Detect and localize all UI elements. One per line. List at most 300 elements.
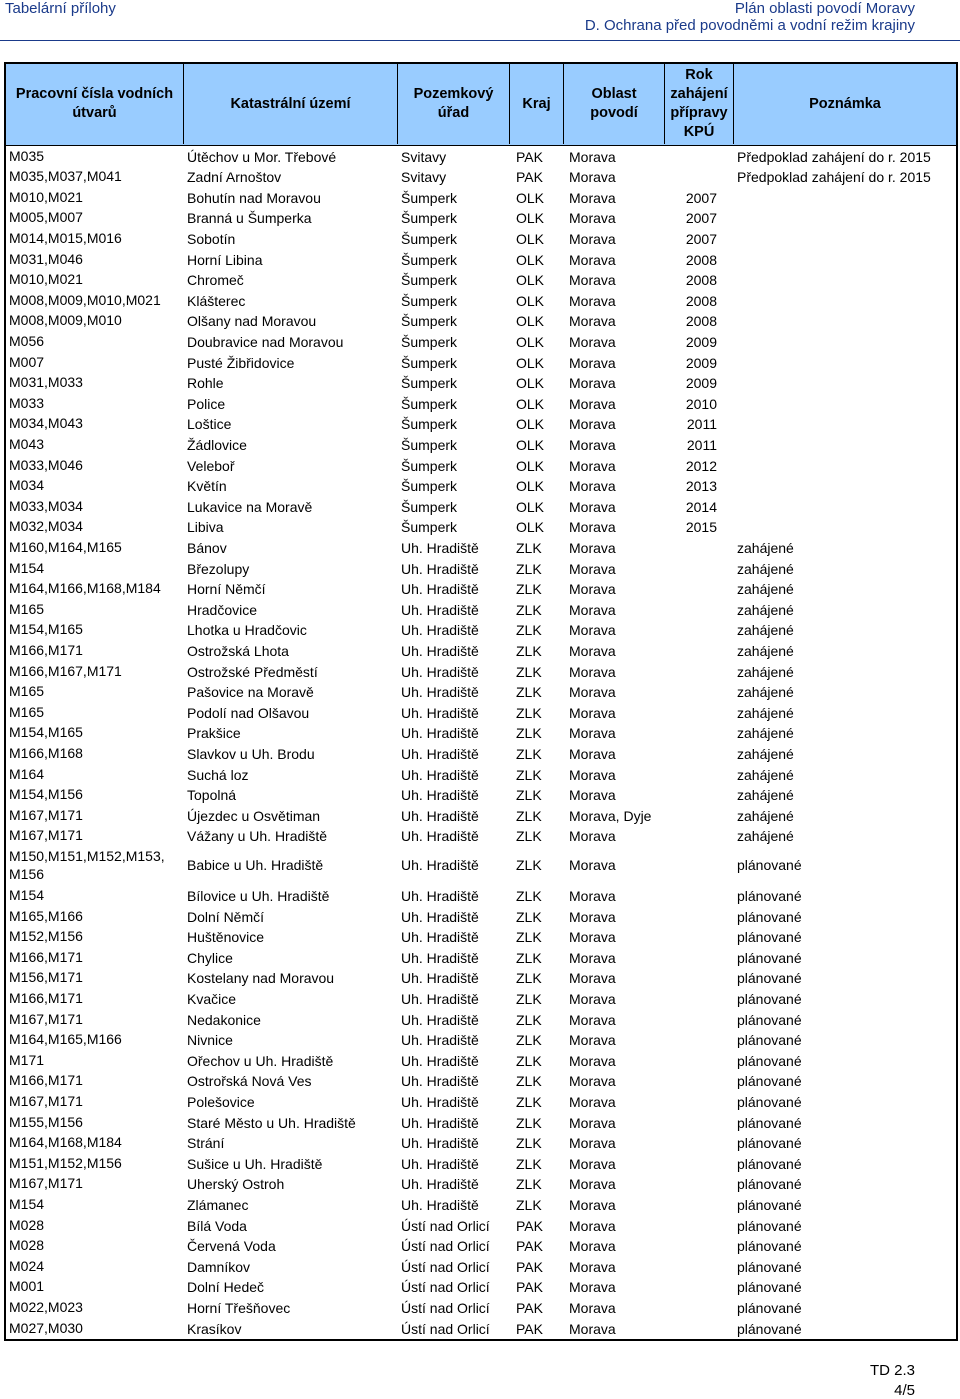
cell-cadastral: Podolí nad Olšavou: [187, 704, 310, 721]
cell-land-office: Uh. Hradiště: [401, 990, 479, 1007]
cell-land-office: Uh. Hradiště: [401, 828, 479, 845]
table-row: [6, 352, 956, 373]
cell-water-bodies: M155,M156: [9, 1113, 83, 1130]
cell-cadastral: Veleboř: [187, 457, 235, 474]
cell-year: [679, 743, 717, 764]
cell-basin: Morava: [569, 1114, 616, 1131]
cell-basin: Morava: [569, 908, 616, 925]
cell-cadastral: Újezdec u Osvětiman: [187, 807, 321, 824]
cell-water-bodies: M160,M164,M165: [9, 538, 122, 555]
cell-basin: Morava: [569, 1279, 616, 1296]
cell-water-bodies: M035,M037,M041: [9, 168, 122, 185]
cell-cadastral: Pusté Žibřidovice: [187, 354, 295, 371]
table-row: [6, 1277, 956, 1298]
cell-basin: Morava: [569, 1032, 616, 1049]
cell-cadastral: Bílá Voda: [187, 1217, 247, 1234]
cell-year: [679, 906, 717, 927]
cell-note: zahájené: [737, 581, 794, 598]
cell-region: OLK: [516, 313, 545, 330]
cell-note: zahájené: [737, 766, 794, 783]
cell-note: plánované: [737, 908, 802, 925]
cell-year: [679, 682, 717, 703]
cell-cadastral: Branná u Šumperka: [187, 210, 312, 227]
table-row: [6, 723, 956, 744]
cell-basin: Morava: [569, 251, 616, 268]
table-row: [6, 290, 956, 311]
cell-land-office: Šumperk: [401, 519, 458, 536]
cell-cadastral: Zlámanec: [187, 1196, 249, 1213]
cell-region: ZLK: [516, 949, 542, 966]
col-header-region: Kraj: [522, 95, 551, 112]
cell-cadastral: Kvačice: [187, 990, 237, 1007]
cell-land-office: Uh. Hradiště: [401, 539, 479, 556]
cell-basin: Morava: [569, 1135, 616, 1152]
cell-cadastral: Damníkov: [187, 1258, 251, 1275]
cell-water-bodies: M033,M034: [9, 497, 83, 514]
table-row: [6, 1215, 956, 1236]
table-row: [6, 620, 956, 641]
cell-cadastral: Bohutín nad Moravou: [187, 189, 321, 206]
cell-note: zahájené: [737, 745, 794, 762]
table-row: [6, 373, 956, 394]
cell-year: [679, 1091, 717, 1112]
cell-region: OLK: [516, 251, 545, 268]
cell-cadastral: Babice u Uh. Hradiště: [187, 856, 324, 873]
col-header-water-bodies: Pracovní čísla vodních útvarů: [15, 86, 174, 121]
cell-cadastral: Sobotín: [187, 230, 236, 247]
cell-year: [679, 1030, 717, 1051]
table-row: [6, 167, 956, 188]
cell-note: plánované: [737, 1032, 802, 1049]
cell-land-office: Šumperk: [401, 230, 458, 247]
cell-note: plánované: [737, 1299, 802, 1316]
cell-cadastral: Doubravice nad Moravou: [187, 333, 344, 350]
table-row: [6, 414, 956, 435]
cell-region: OLK: [516, 230, 545, 247]
cell-cadastral: Zadní Arnoštov: [187, 169, 282, 186]
cell-region: ZLK: [516, 908, 542, 925]
cell-water-bodies: M154,M156: [9, 786, 83, 803]
cell-cadastral: Chromeč: [187, 272, 244, 289]
cell-land-office: Uh. Hradiště: [401, 663, 479, 680]
cell-basin: Morava: [569, 1238, 616, 1255]
cell-basin: Morava: [569, 560, 616, 577]
cell-region: ZLK: [516, 1155, 542, 1172]
cell-basin: Morava: [569, 1011, 616, 1028]
cell-region: OLK: [516, 292, 545, 309]
cell-year: 2012: [685, 457, 717, 474]
header-left-title: Tabelární přílohy: [5, 0, 116, 17]
cell-basin: Morava: [569, 1217, 616, 1234]
table-row: [6, 885, 956, 906]
cell-year: [679, 599, 717, 620]
cell-year: 2011: [686, 416, 717, 433]
cell-note: Předpoklad zahájení do r. 2015: [737, 169, 931, 186]
cell-water-bodies: M027,M030: [9, 1319, 83, 1336]
cell-water-bodies: M028: [9, 1237, 45, 1254]
cell-land-office: Uh. Hradiště: [401, 745, 479, 762]
cell-basin: Morava: [569, 1196, 616, 1213]
cell-land-office: Uh. Hradiště: [401, 560, 479, 577]
cell-year: 2014: [685, 498, 717, 515]
cell-year: [679, 1215, 717, 1236]
cell-cadastral: Útěchov u Mor. Třebové: [187, 148, 337, 165]
cell-basin: Morava: [569, 990, 616, 1007]
cell-note: plánované: [737, 1217, 802, 1234]
table-row: [6, 1071, 956, 1092]
cell-cadastral: Suchá loz: [187, 766, 249, 783]
cell-basin: Morava: [569, 725, 616, 742]
cell-year: 2009: [685, 354, 717, 371]
cell-basin: Morava: [569, 395, 616, 412]
cell-year: [679, 1256, 717, 1277]
cell-water-bodies: M167,M171: [9, 1092, 83, 1109]
cell-cadastral: Rohle: [187, 375, 224, 392]
cell-region: OLK: [516, 375, 545, 392]
table-row: [6, 331, 956, 352]
cell-water-bodies: M164,M166,M168,M184: [9, 580, 161, 597]
cell-water-bodies: M165,M166: [9, 907, 83, 924]
cell-water-bodies: M151,M152,M156: [9, 1154, 122, 1171]
table-row: [6, 743, 956, 764]
table-row: [6, 846, 956, 885]
table-row: [6, 537, 956, 558]
cell-note: plánované: [737, 929, 802, 946]
table-row: [6, 1318, 956, 1339]
table-row: [6, 558, 956, 579]
footer-code: TD 2.3: [869, 1362, 915, 1379]
cell-year: [679, 988, 717, 1009]
cell-note: Předpoklad zahájení do r. 2015: [737, 148, 931, 165]
cell-land-office: Uh. Hradiště: [401, 970, 479, 987]
table-row: [6, 947, 956, 968]
table-row: [6, 927, 956, 948]
cell-basin: Morava: [569, 416, 616, 433]
table-row: [6, 661, 956, 682]
cell-region: ZLK: [516, 828, 542, 845]
cell-land-office: Uh. Hradiště: [401, 1135, 479, 1152]
cell-basin: Morava: [569, 230, 616, 247]
cell-year: 2008: [685, 272, 717, 289]
cell-cadastral: Březolupy: [187, 560, 250, 577]
cell-year: 2015: [685, 519, 717, 536]
cell-basin: Morava: [569, 478, 616, 495]
cell-year: [679, 1009, 717, 1030]
table-row: [6, 1256, 956, 1277]
cell-land-office: Uh. Hradiště: [401, 704, 479, 721]
cell-year: [679, 1277, 717, 1298]
cell-water-bodies: M164: [9, 765, 45, 782]
cell-water-bodies: M166,M171: [9, 948, 83, 965]
cell-land-office: Šumperk: [401, 498, 458, 515]
cell-cadastral: Bánov: [187, 539, 227, 556]
cell-land-office: Uh. Hradiště: [401, 581, 479, 598]
table-row: [6, 579, 956, 600]
cell-year: [679, 947, 717, 968]
table-row: [6, 1153, 956, 1174]
cell-land-office: Uh. Hradiště: [401, 725, 479, 742]
cell-land-office: Svitavy: [401, 169, 447, 186]
cell-region: ZLK: [516, 725, 542, 742]
cell-year: [679, 579, 717, 600]
cell-region: OLK: [516, 333, 545, 350]
cell-cadastral: Krasíkov: [187, 1320, 242, 1337]
cell-land-office: Uh. Hradiště: [401, 908, 479, 925]
cell-water-bodies: M033,M046: [9, 456, 83, 473]
cell-cadastral: Lhotka u Hradčovic: [187, 622, 307, 639]
cell-note: plánované: [737, 1196, 802, 1213]
cell-region: ZLK: [516, 1196, 542, 1213]
cell-note: plánované: [737, 1011, 802, 1028]
cell-water-bodies: M165: [9, 683, 45, 700]
cell-land-office: Uh. Hradiště: [401, 787, 479, 804]
cell-year: [679, 885, 717, 906]
cell-region: ZLK: [516, 1114, 542, 1131]
col-header-basin: Oblast povodí: [590, 86, 638, 121]
cell-year: [679, 805, 717, 826]
cell-water-bodies: M154,M165: [9, 724, 83, 741]
cell-note: plánované: [737, 1114, 802, 1131]
cell-land-office: Šumperk: [401, 457, 458, 474]
cell-basin: Morava: [569, 929, 616, 946]
table-row: [6, 517, 956, 538]
table-row: [6, 1194, 956, 1215]
cell-note: plánované: [737, 1258, 802, 1275]
cell-note: zahájené: [737, 601, 794, 618]
cell-cadastral: Polešovice: [187, 1093, 255, 1110]
cell-water-bodies: M033: [9, 394, 45, 411]
cell-land-office: Šumperk: [401, 416, 458, 433]
cell-region: ZLK: [516, 856, 542, 873]
cell-basin: Morava: [569, 313, 616, 330]
cell-note: plánované: [737, 1279, 802, 1296]
table-row: [6, 599, 956, 620]
cell-year: 2009: [685, 375, 717, 392]
cell-region: OLK: [516, 457, 545, 474]
cell-region: PAK: [516, 1238, 543, 1255]
cell-year: 2010: [685, 395, 717, 412]
table-row: [6, 228, 956, 249]
cell-cadastral: Chylice: [187, 949, 233, 966]
cell-region: ZLK: [516, 1052, 542, 1069]
cell-year: [679, 1194, 717, 1215]
table-row: [6, 702, 956, 723]
cell-cadastral: Loštice: [187, 416, 232, 433]
header-section-title: D. Ochrana před povodněmi a vodní režim krajiny: [584, 17, 915, 34]
cell-year: [679, 1318, 717, 1339]
cell-basin: Morava: [569, 828, 616, 845]
cell-note: plánované: [737, 970, 802, 987]
table-row: [6, 1236, 956, 1257]
table-row: [6, 270, 956, 291]
cell-land-office: Šumperk: [401, 313, 458, 330]
cell-region: ZLK: [516, 1032, 542, 1049]
cell-note: zahájené: [737, 642, 794, 659]
cell-water-bodies: M166,M171: [9, 641, 83, 658]
cell-year: [679, 702, 717, 723]
cell-cadastral: Sušice u Uh. Hradiště: [187, 1155, 323, 1172]
cell-basin: Morava: [569, 745, 616, 762]
cell-region: ZLK: [516, 970, 542, 987]
cell-note: zahájené: [737, 539, 794, 556]
cell-year: [679, 785, 717, 806]
cell-note: plánované: [737, 1238, 802, 1255]
cell-land-office: Uh. Hradiště: [401, 1032, 479, 1049]
cell-land-office: Ústí nad Orlicí: [401, 1238, 490, 1255]
cell-land-office: Šumperk: [401, 333, 458, 350]
table-row: [6, 682, 956, 703]
cell-cadastral: Žádlovice: [187, 436, 247, 453]
cell-land-office: Uh. Hradiště: [401, 1196, 479, 1213]
cell-land-office: Uh. Hradiště: [401, 1093, 479, 1110]
kpu-table: [4, 62, 958, 1341]
cell-year: [679, 620, 717, 641]
cell-cadastral: Nivnice: [187, 1032, 233, 1049]
cell-basin: Morava: [569, 1320, 616, 1337]
cell-water-bodies: M167,M171: [9, 806, 83, 823]
cell-region: ZLK: [516, 1093, 542, 1110]
cell-cadastral: Lukavice na Moravě: [187, 498, 313, 515]
cell-basin: Morava: [569, 189, 616, 206]
cell-year: 2009: [685, 333, 717, 350]
cell-land-office: Šumperk: [401, 395, 458, 412]
cell-basin: Morava: [569, 333, 616, 350]
cell-note: plánované: [737, 1135, 802, 1152]
table-row: [6, 393, 956, 414]
cell-basin: Morava: [569, 856, 616, 873]
cell-water-bodies: M166,M168: [9, 744, 83, 761]
col-header-note: Poznámka: [809, 95, 881, 112]
cell-year: [679, 558, 717, 579]
cell-land-office: Uh. Hradiště: [401, 684, 479, 701]
cell-basin: Morava: [569, 642, 616, 659]
table-row: [6, 1297, 956, 1318]
cell-year: [679, 146, 717, 167]
cell-region: ZLK: [516, 1135, 542, 1152]
cell-land-office: Svitavy: [401, 148, 447, 165]
cell-land-office: Šumperk: [401, 375, 458, 392]
cell-region: ZLK: [516, 642, 542, 659]
col-header-cadastral: Katastrální území: [230, 95, 351, 112]
cell-basin: Morava: [569, 539, 616, 556]
cell-cadastral: Police: [187, 395, 226, 412]
cell-land-office: Uh. Hradiště: [401, 1052, 479, 1069]
cell-region: OLK: [516, 354, 545, 371]
cell-land-office: Šumperk: [401, 292, 458, 309]
cell-region: ZLK: [516, 622, 542, 639]
cell-basin: Morava: [569, 148, 616, 165]
table-row: [6, 1009, 956, 1030]
cell-cadastral: Slavkov u Uh. Brodu: [187, 745, 315, 762]
cell-water-bodies: M034,M043: [9, 415, 83, 432]
cell-land-office: Uh. Hradiště: [401, 807, 479, 824]
cell-year: [679, 1050, 717, 1071]
cell-year: 2011: [686, 436, 717, 453]
table-row: [6, 146, 956, 167]
table-row: [6, 988, 956, 1009]
table-row: [6, 785, 956, 806]
cell-water-bodies: M167,M171: [9, 1010, 83, 1027]
cell-cadastral: Červená Voda: [187, 1238, 276, 1255]
cell-water-bodies: M031,M033: [9, 374, 83, 391]
cell-region: ZLK: [516, 704, 542, 721]
cell-water-bodies: M032,M034: [9, 518, 83, 535]
cell-basin: Morava: [569, 1176, 616, 1193]
cell-note: zahájené: [737, 560, 794, 577]
cell-region: PAK: [516, 1299, 543, 1316]
table-row: [6, 455, 956, 476]
cell-land-office: Uh. Hradiště: [401, 601, 479, 618]
cell-water-bodies: M028: [9, 1216, 45, 1233]
cell-basin: Morava: [569, 375, 616, 392]
cell-water-bodies: M150,M151,M152,M153, M156: [9, 848, 165, 883]
cell-basin: Morava: [569, 1258, 616, 1275]
cell-cadastral: Bílovice u Uh. Hradiště: [187, 887, 330, 904]
cell-region: OLK: [516, 189, 545, 206]
table-row: [6, 1030, 956, 1051]
cell-water-bodies: M056: [9, 332, 45, 349]
cell-water-bodies: M007: [9, 353, 45, 370]
cell-cadastral: Květín: [187, 478, 227, 495]
cell-basin: Morava: [569, 887, 616, 904]
cell-note: zahájené: [737, 684, 794, 701]
cell-year: [679, 661, 717, 682]
cell-cadastral: Ostrořská Nová Ves: [187, 1073, 312, 1090]
cell-land-office: Šumperk: [401, 354, 458, 371]
cell-region: PAK: [516, 169, 543, 186]
cell-basin: Morava: [569, 663, 616, 680]
cell-basin: Morava: [569, 292, 616, 309]
cell-land-office: Ústí nad Orlicí: [401, 1279, 490, 1296]
cell-cadastral: Libiva: [187, 519, 224, 536]
cell-note: plánované: [737, 1176, 802, 1193]
cell-water-bodies: M008,M009,M010: [9, 312, 122, 329]
cell-basin: Morava: [569, 970, 616, 987]
cell-region: ZLK: [516, 887, 542, 904]
cell-note: plánované: [737, 990, 802, 1007]
cell-year: 2008: [685, 313, 717, 330]
cell-land-office: Uh. Hradiště: [401, 949, 479, 966]
cell-water-bodies: M166,M171: [9, 989, 83, 1006]
cell-cadastral: Dolní Hedeč: [187, 1279, 265, 1296]
cell-note: plánované: [737, 1093, 802, 1110]
cell-water-bodies: M171: [9, 1051, 45, 1068]
cell-year: [679, 723, 717, 744]
cell-note: plánované: [737, 1073, 802, 1090]
cell-cadastral: Vážany u Uh. Hradiště: [187, 828, 328, 845]
cell-land-office: Uh. Hradiště: [401, 856, 479, 873]
cell-water-bodies: M152,M156: [9, 928, 83, 945]
table-row: [6, 1050, 956, 1071]
cell-cadastral: Horní Třešňovec: [187, 1299, 291, 1316]
cell-year: [679, 1174, 717, 1195]
table-row: [6, 968, 956, 989]
cell-water-bodies: M010,M021: [9, 188, 83, 205]
cell-region: ZLK: [516, 929, 542, 946]
table-row: [6, 476, 956, 497]
cell-land-office: Ústí nad Orlicí: [401, 1258, 490, 1275]
cell-note: zahájené: [737, 807, 794, 824]
table-row: [6, 496, 956, 517]
cell-region: OLK: [516, 519, 545, 536]
cell-region: PAK: [516, 1217, 543, 1234]
header-plan-title: Plán oblasti povodí Moravy: [734, 0, 915, 17]
cell-water-bodies: M164,M165,M166: [9, 1031, 122, 1048]
cell-land-office: Uh. Hradiště: [401, 642, 479, 659]
cell-land-office: Uh. Hradiště: [401, 766, 479, 783]
cell-region: ZLK: [516, 1011, 542, 1028]
cell-water-bodies: M154: [9, 559, 45, 576]
